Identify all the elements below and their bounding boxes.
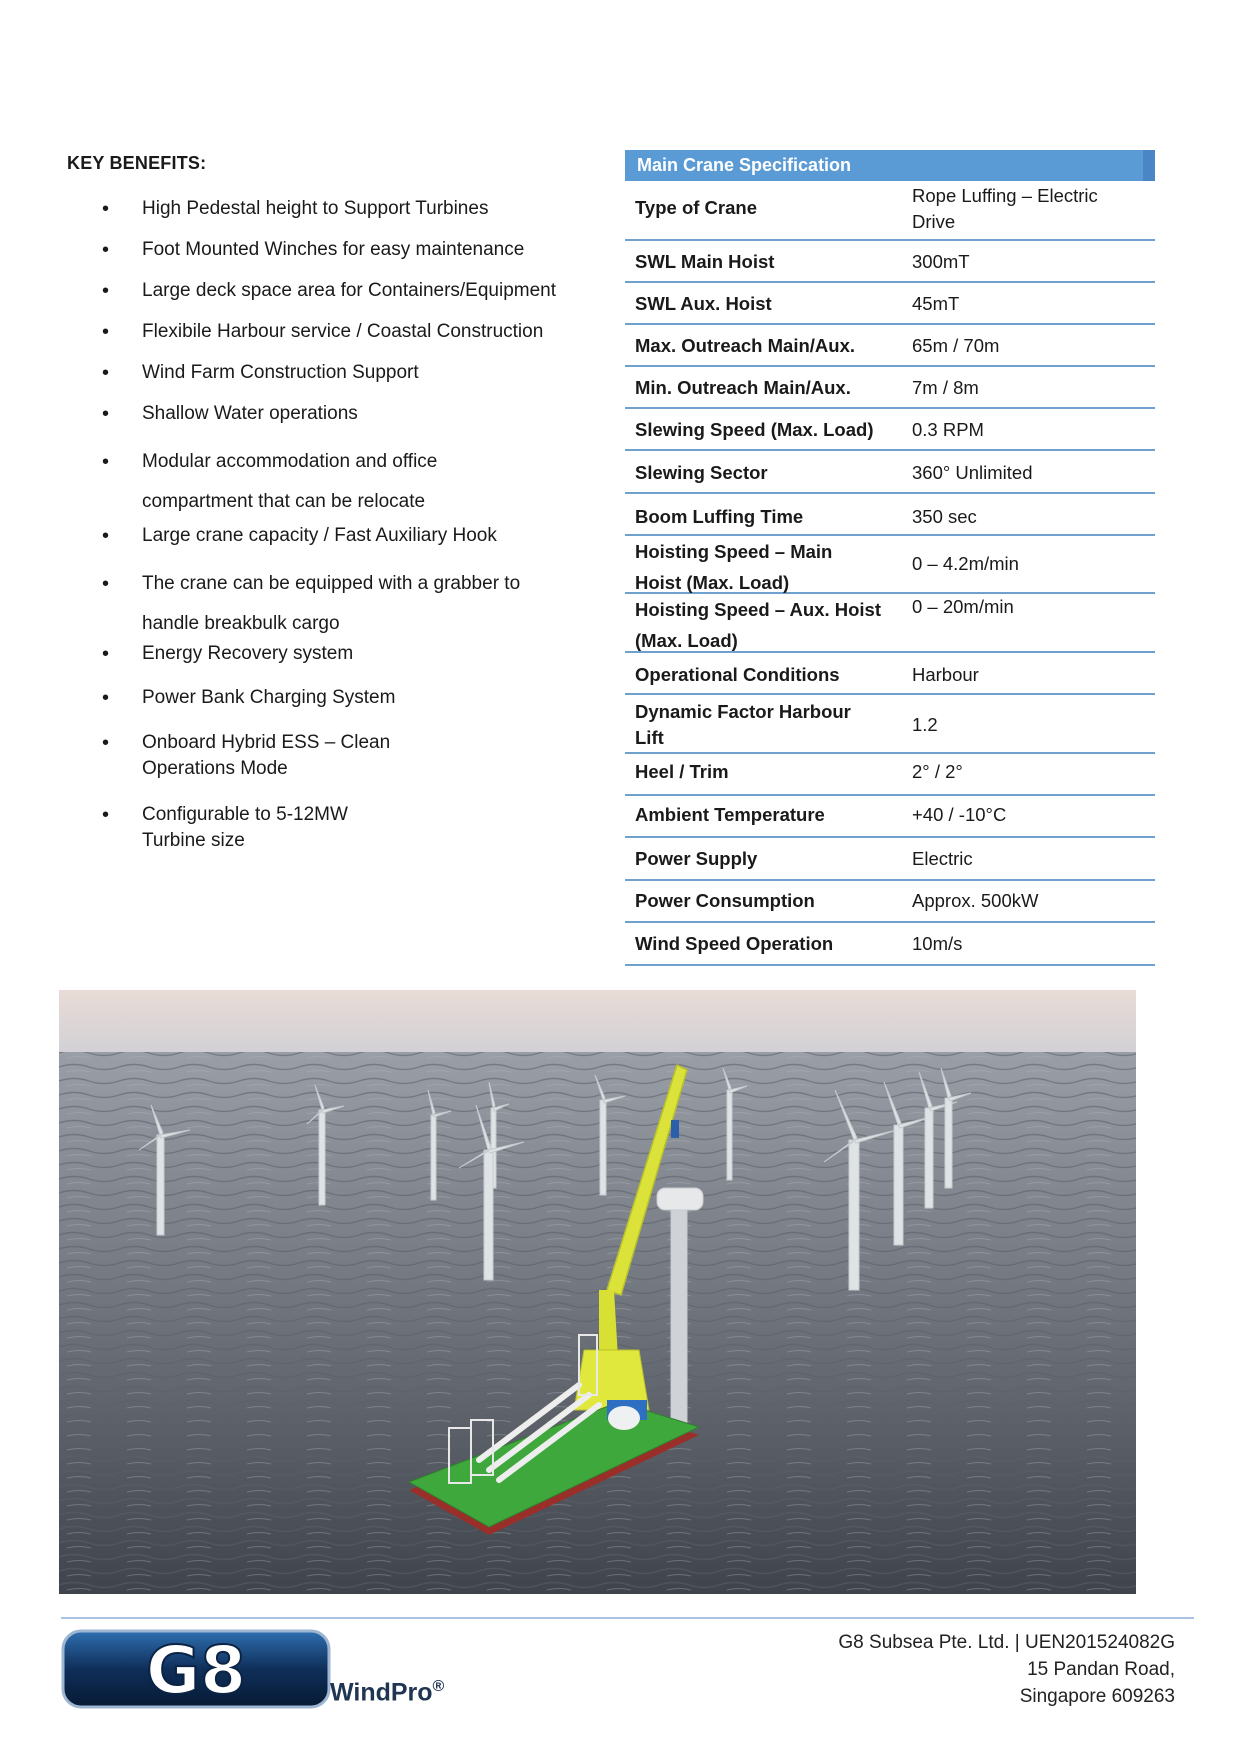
spec-row bbox=[625, 283, 1155, 325]
benefit-item: • Onboard Hybrid ESS – Clean Operations Mode bbox=[142, 730, 402, 782]
spec-label: Heel / Trim bbox=[635, 761, 729, 782]
benefit-item: • Wind Farm Construction Support bbox=[142, 360, 602, 386]
g8-logo bbox=[60, 1625, 332, 1713]
benefit-item: • Shallow Water operations bbox=[142, 401, 602, 427]
address-line: 15 Pandan Road, bbox=[1027, 1659, 1175, 1680]
spec-value: 65m / 70m bbox=[912, 335, 1000, 356]
spec-label: Power Consumption bbox=[635, 890, 815, 911]
benefit-item: • The crane can be equipped with a grabber to handle breakbulk cargo bbox=[142, 564, 562, 644]
spec-label: Ambient Temperature bbox=[635, 804, 825, 825]
benefit-item: • Flexibile Harbour service / Coastal Construction bbox=[142, 319, 602, 345]
company-address bbox=[838, 1629, 1175, 1710]
spec-value: Rope Luffing – Electric Drive bbox=[912, 185, 1098, 232]
spec-value: +40 / -10°C bbox=[912, 804, 1007, 825]
spec-label: Min. Outreach Main/Aux. bbox=[635, 377, 851, 398]
spec-row bbox=[625, 451, 1155, 494]
main-crane-spec-table bbox=[625, 150, 1155, 954]
spec-label: Power Supply bbox=[635, 848, 758, 869]
spec-value: 350 sec bbox=[912, 506, 977, 527]
spec-value: 0 – 4.2m/min bbox=[912, 553, 1019, 574]
spec-label: Dynamic Factor Harbour Lift bbox=[635, 701, 851, 748]
spec-row bbox=[625, 838, 1155, 881]
spec-row bbox=[625, 695, 1155, 754]
spec-row bbox=[625, 536, 1155, 594]
spec-label: Max. Outreach Main/Aux. bbox=[635, 335, 855, 356]
spec-row bbox=[625, 367, 1155, 409]
spec-label: Wind Speed Operation bbox=[635, 933, 834, 954]
crane-barge-render-image bbox=[59, 990, 1136, 1594]
spec-value: 45mT bbox=[912, 293, 960, 314]
spec-value: Electric bbox=[912, 848, 973, 869]
spec-row bbox=[625, 241, 1155, 283]
spec-row bbox=[625, 754, 1155, 796]
spec-value: 0.3 RPM bbox=[912, 419, 984, 440]
spec-label: Hoisting Speed – Main Hoist (Max. Load) bbox=[635, 541, 833, 593]
spec-label: Type of Crane bbox=[635, 197, 757, 218]
spec-row bbox=[625, 594, 1155, 653]
benefit-item: • Configurable to 5-12MW Turbine size bbox=[142, 802, 382, 854]
spec-label: Slewing Sector bbox=[635, 462, 768, 483]
spec-label: SWL Aux. Hoist bbox=[635, 293, 772, 314]
spec-label: SWL Main Hoist bbox=[635, 251, 775, 272]
spec-value: 0 – 20m/min bbox=[912, 596, 1014, 617]
spec-value: 360° Unlimited bbox=[912, 462, 1033, 483]
spec-value: Harbour bbox=[912, 664, 979, 685]
key-benefits-section bbox=[67, 153, 587, 851]
spec-value: 7m / 8m bbox=[912, 377, 979, 398]
spec-label: Operational Conditions bbox=[635, 664, 840, 685]
benefit-item: • Energy Recovery system bbox=[142, 641, 602, 667]
registered-mark: ® bbox=[432, 1678, 445, 1695]
spec-row bbox=[625, 181, 1155, 241]
spec-value: 10m/s bbox=[912, 933, 963, 954]
benefit-item: • Power Bank Charging System bbox=[142, 685, 602, 711]
spec-row bbox=[625, 494, 1155, 536]
address-line: G8 Subsea Pte. Ltd. | UEN201524082G bbox=[838, 1632, 1175, 1653]
svg-text:G8: G8 bbox=[145, 1632, 247, 1709]
key-benefits-title: KEY BENEFITS: bbox=[67, 153, 207, 173]
footer-divider bbox=[61, 1617, 1194, 1619]
spec-label: Hoisting Speed – Aux. Hoist (Max. Load) bbox=[635, 599, 882, 651]
benefit-item: • Large deck space area for Containers/Equipment bbox=[142, 278, 602, 304]
spec-label: Slewing Speed (Max. Load) bbox=[635, 419, 874, 440]
spec-value: Approx. 500kW bbox=[912, 890, 1039, 911]
spec-row bbox=[625, 325, 1155, 367]
spec-row bbox=[625, 409, 1155, 451]
spec-row bbox=[625, 881, 1155, 923]
spec-value: 2° / 2° bbox=[912, 761, 963, 782]
spec-row bbox=[625, 796, 1155, 838]
benefit-item: • High Pedestal height to Support Turbines bbox=[142, 196, 602, 222]
spec-value: 1.2 bbox=[912, 714, 938, 735]
benefit-item: • Modular accommodation and office compartment that can be relocate bbox=[142, 442, 482, 522]
spec-row bbox=[625, 653, 1155, 695]
spec-value: 300mT bbox=[912, 251, 970, 272]
address-line: Singapore 609263 bbox=[1019, 1686, 1175, 1707]
benefit-item: • Foot Mounted Winches for easy maintenance bbox=[142, 237, 602, 263]
brand-name: WindPro® bbox=[330, 1678, 445, 1707]
spec-row bbox=[625, 923, 1155, 966]
spec-table-header: Main Crane Specification bbox=[625, 150, 1155, 181]
benefit-item: • Large crane capacity / Fast Auxiliary Hook bbox=[142, 523, 602, 549]
spec-label: Boom Luffing Time bbox=[635, 506, 804, 527]
